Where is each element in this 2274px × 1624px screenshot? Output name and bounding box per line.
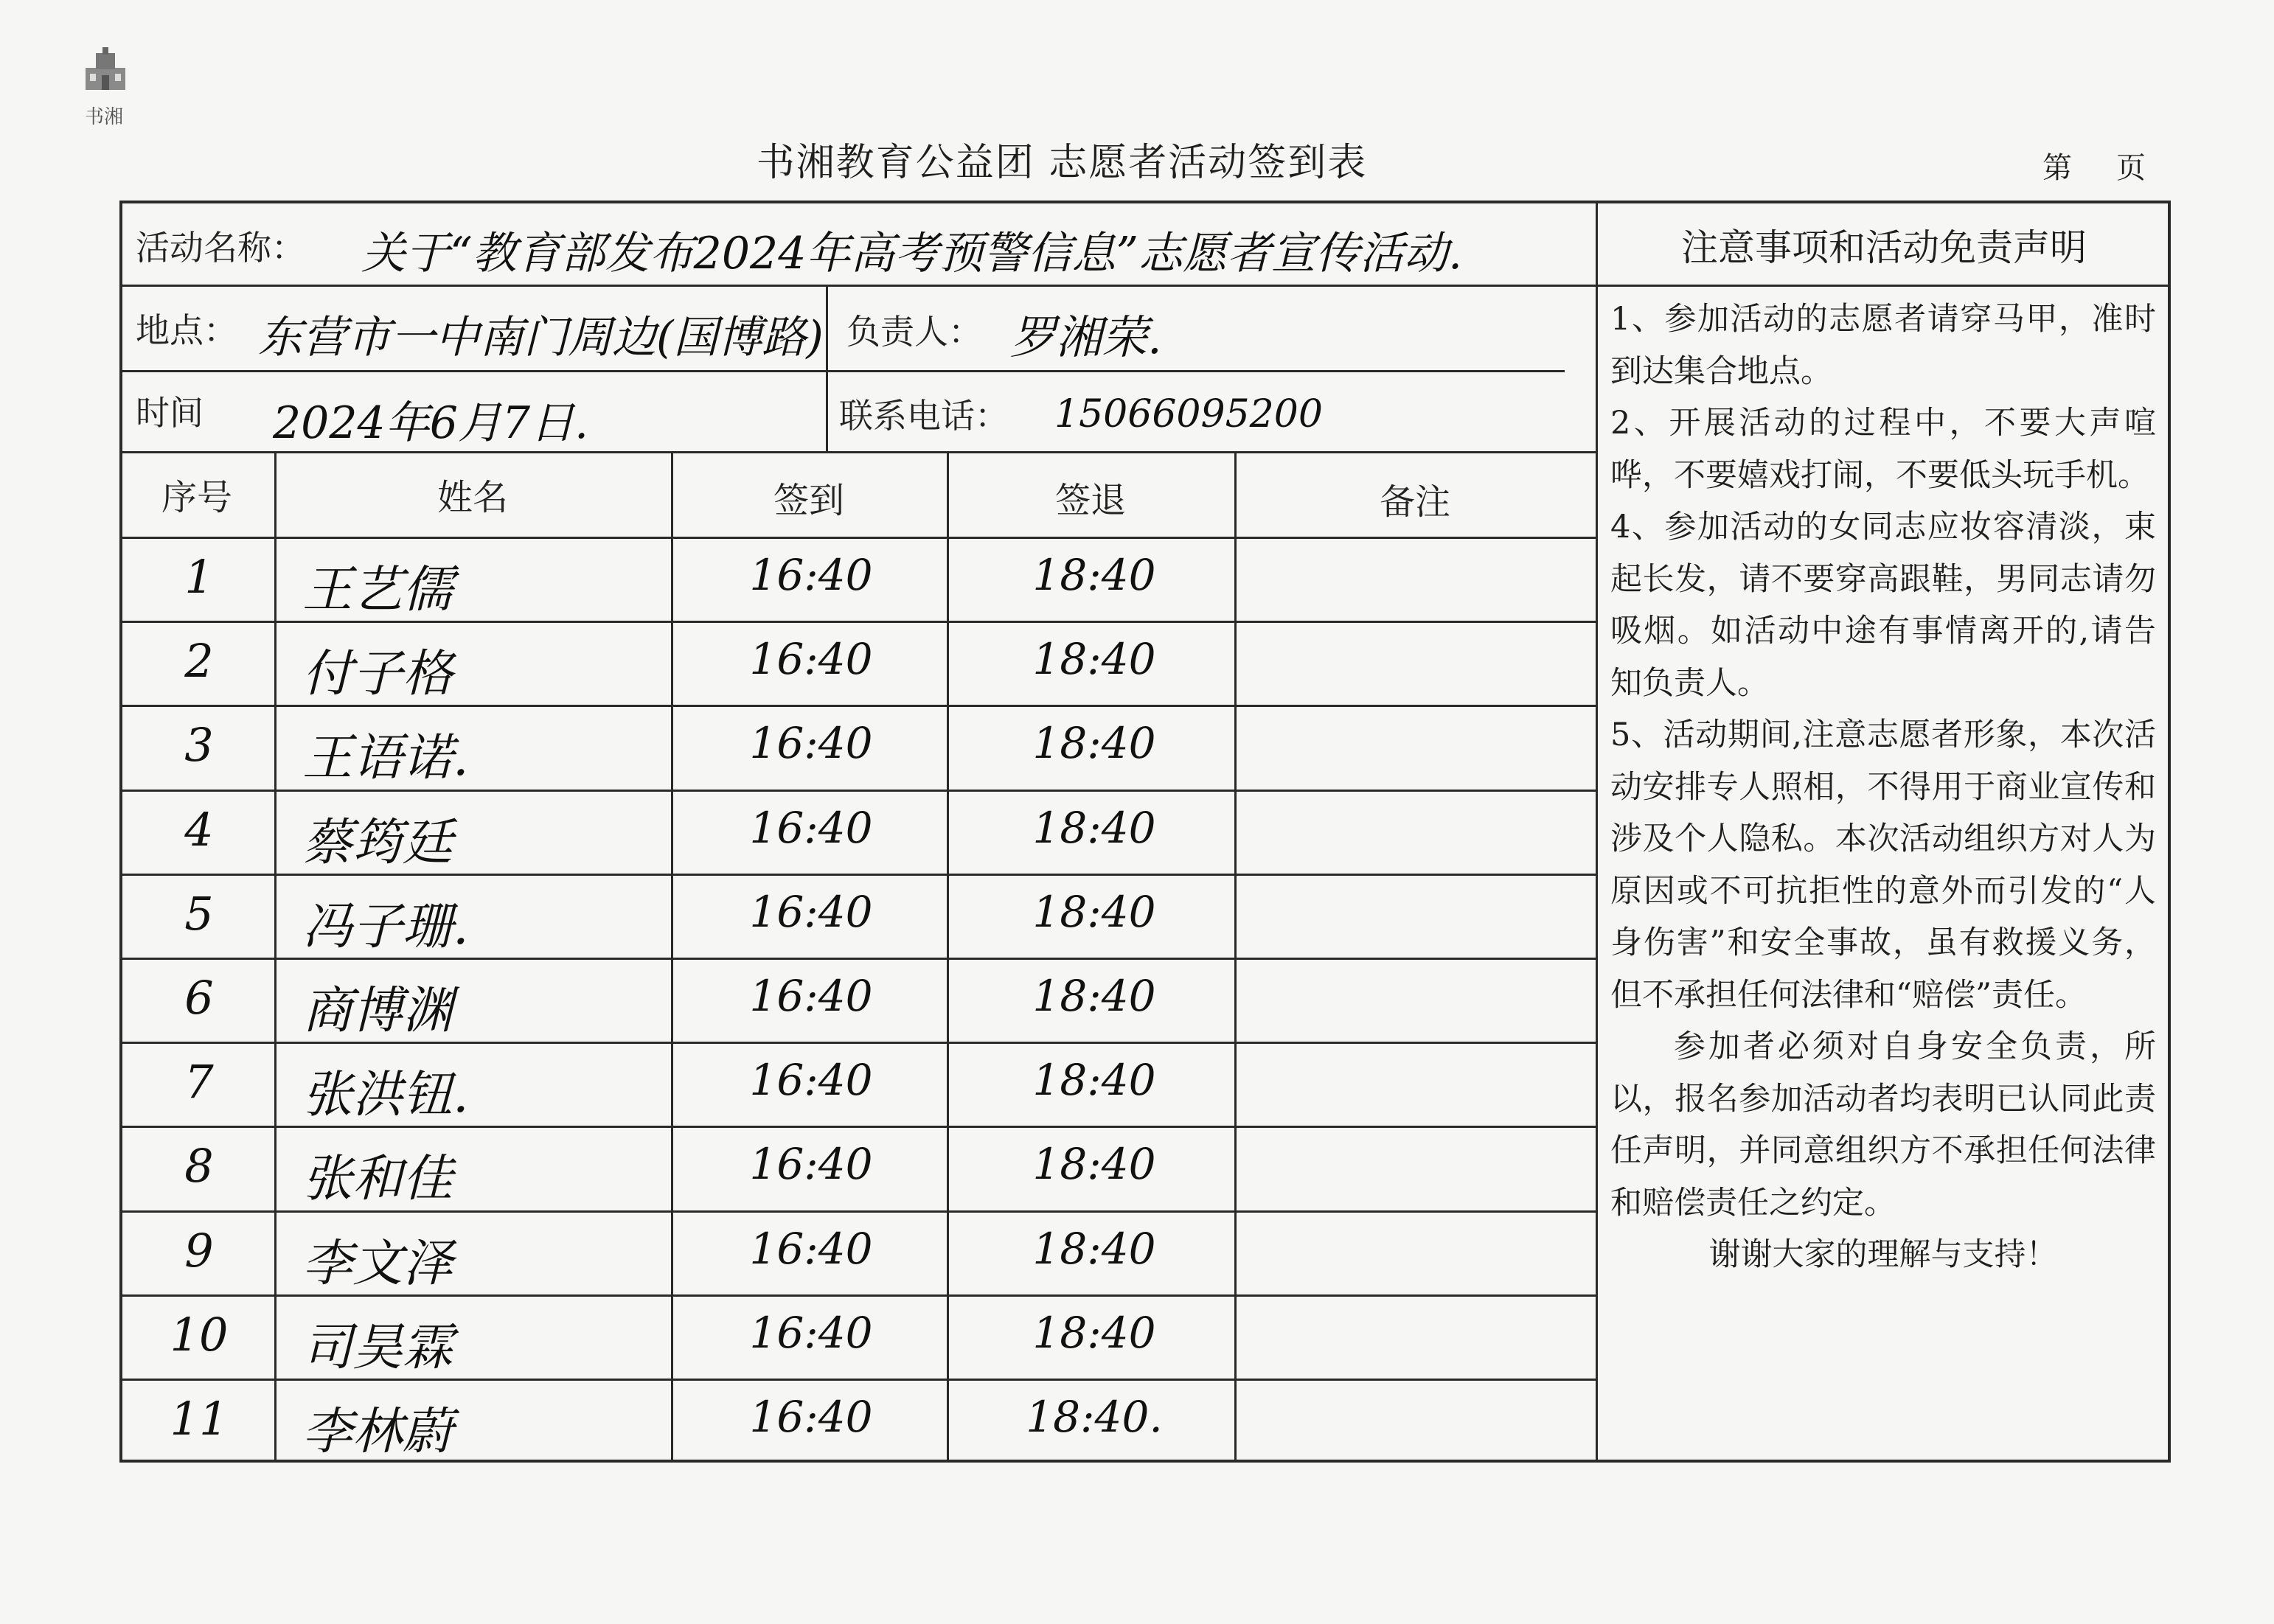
cell-name: 张和佳: [302, 1150, 453, 1208]
notice-divider: [1596, 201, 1598, 1463]
activity-label: 活动名称：: [136, 228, 305, 268]
row-divider: [119, 1126, 1596, 1128]
line-below-time: [119, 451, 1596, 453]
activity-value: 关于“教育部发布2024年高考预警信息”志愿者宣传活动.: [361, 228, 1463, 279]
cell-in: 16:40: [749, 718, 873, 768]
cell-out: 18:40: [1032, 550, 1156, 600]
row-divider: [119, 621, 1596, 623]
notice-title: 注意事项和活动免责声明: [1681, 226, 2087, 269]
col-divider-name: [671, 451, 673, 1463]
notice-title-underline: [1596, 285, 2171, 287]
row-divider: [119, 1042, 1596, 1044]
organization-logo: [63, 46, 145, 142]
col-divider-no: [274, 451, 277, 1463]
col-header-name: 姓名: [437, 477, 508, 518]
notice-item: 1、参加活动的志愿者请穿马甲，准时到达集合地点。: [1610, 301, 2156, 390]
cell-out: 18:40: [1032, 1139, 1156, 1189]
leader-divider: [826, 285, 828, 451]
cell-out: 18:40: [1032, 718, 1156, 768]
cell-no: 7: [184, 1055, 214, 1109]
cell-in: 16:40: [749, 803, 873, 853]
leader-value: 罗湘荣.: [1010, 310, 1162, 364]
cell-name: 冯子珊.: [302, 898, 469, 956]
cell-out: 18:40: [1032, 803, 1156, 853]
row-divider: [119, 958, 1596, 960]
line-below-header-row: [119, 537, 1596, 539]
cell-in: 16:40: [749, 550, 873, 600]
notice-item: 5、活动期间,注意志愿者形象，本次活动安排专人照相，不得用于商业宣传和涉及个人隐私。本次活动组织方对人为原因或不可抗拒性的意外而引发的“人身伤害”和安全事故，虽有救援义务，但不承担任何法律和“赔偿”责任。: [1610, 717, 2156, 1014]
notice-body: [1610, 293, 2156, 1281]
notice-closing: 参加者必须对自身安全负责，所以，报名参加活动者均表明已认同此责任声明，并同意组织方不承担任何法律和赔偿责任之约定。: [1610, 1028, 2156, 1222]
cell-no: 5: [184, 887, 214, 941]
time-label: 时间: [136, 393, 204, 433]
cell-in: 16:40: [749, 1308, 873, 1358]
phone-value: 15066095200: [1054, 392, 1323, 436]
notice-item: 4、参加活动的女同志应妆容清淡，束起长发，请不要穿高跟鞋，男同志请勿吸烟。如活动中途有事情离开的,请告知负责人。: [1610, 509, 2156, 702]
notice-item: 2、开展活动的过程中，不要大声喧哗，不要嬉戏打闹，不要低头玩手机。: [1610, 405, 2156, 494]
page-number: [2042, 144, 2146, 187]
cell-out: 18:40: [1032, 971, 1156, 1021]
notice-thanks: 谢谢大家的理解与支持！: [1708, 1236, 2058, 1273]
col-divider-in: [947, 451, 949, 1463]
cell-name: 司昊霖: [302, 1319, 453, 1377]
cell-no: 6: [184, 971, 214, 1025]
cell-name: 李林蔚: [302, 1403, 453, 1461]
line-below-location: [119, 370, 1565, 372]
row-divider: [119, 874, 1596, 876]
col-header-note: 备注: [1379, 481, 1450, 523]
cell-out: 18:40: [1032, 1308, 1156, 1358]
row-divider: [119, 1379, 1596, 1381]
cell-name: 王艺儒: [302, 561, 453, 619]
document-title: 书湘教育公益团 志愿者活动签到表: [756, 141, 1368, 185]
cell-in: 16:40: [749, 887, 873, 937]
col-header-signout: 签退: [1054, 480, 1126, 521]
time-value: 2024年6月7日.: [273, 397, 589, 449]
cell-in: 16:40: [749, 1055, 873, 1105]
cell-no: 9: [184, 1224, 214, 1278]
cell-in: 16:40: [749, 1392, 873, 1442]
row-divider: [119, 705, 1596, 707]
cell-no: 1: [184, 550, 214, 604]
page-prefix: 第: [2042, 151, 2072, 185]
col-divider-out: [1234, 451, 1237, 1463]
cell-in: 16:40: [749, 1139, 873, 1189]
cell-in: 16:40: [749, 634, 873, 684]
logo-building-icon: [80, 46, 131, 97]
cell-no: 10: [170, 1308, 229, 1362]
cell-no: 3: [184, 718, 214, 772]
cell-out: 18:40: [1032, 1224, 1156, 1274]
cell-name: 王语诺.: [302, 729, 469, 787]
cell-in: 16:40: [749, 1224, 873, 1274]
col-header-signin: 签到: [773, 480, 844, 521]
line-below-activity: [119, 285, 1596, 287]
location-label: 地点：: [136, 310, 237, 350]
cell-in: 16:40: [749, 971, 873, 1021]
row-divider: [119, 1210, 1596, 1213]
leader-label: 负责人：: [846, 312, 982, 352]
location-value: 东营市一中南门周边(国博路): [258, 312, 824, 363]
cell-name: 商博渊: [302, 982, 453, 1040]
cell-name: 李文泽: [302, 1235, 453, 1293]
cell-no: 4: [184, 803, 214, 857]
page-suffix: 页: [2116, 151, 2146, 185]
col-header-no: 序号: [161, 477, 232, 518]
row-divider: [119, 1294, 1596, 1297]
cell-out: 18:40: [1032, 634, 1156, 684]
cell-no: 2: [184, 634, 214, 688]
phone-label: 联系电话：: [839, 396, 1009, 436]
cell-name: 付子格: [302, 645, 453, 703]
cell-no: 11: [170, 1392, 229, 1446]
row-divider: [119, 790, 1596, 792]
cell-out: 18:40: [1032, 887, 1156, 937]
logo-text: 书湘: [84, 106, 123, 128]
cell-out: 18:40: [1032, 1055, 1156, 1105]
cell-name: 蔡筠廷: [302, 814, 453, 872]
cell-no: 8: [184, 1139, 214, 1193]
cell-name: 张洪钮.: [302, 1066, 469, 1124]
cell-out: 18:40.: [1026, 1392, 1163, 1442]
